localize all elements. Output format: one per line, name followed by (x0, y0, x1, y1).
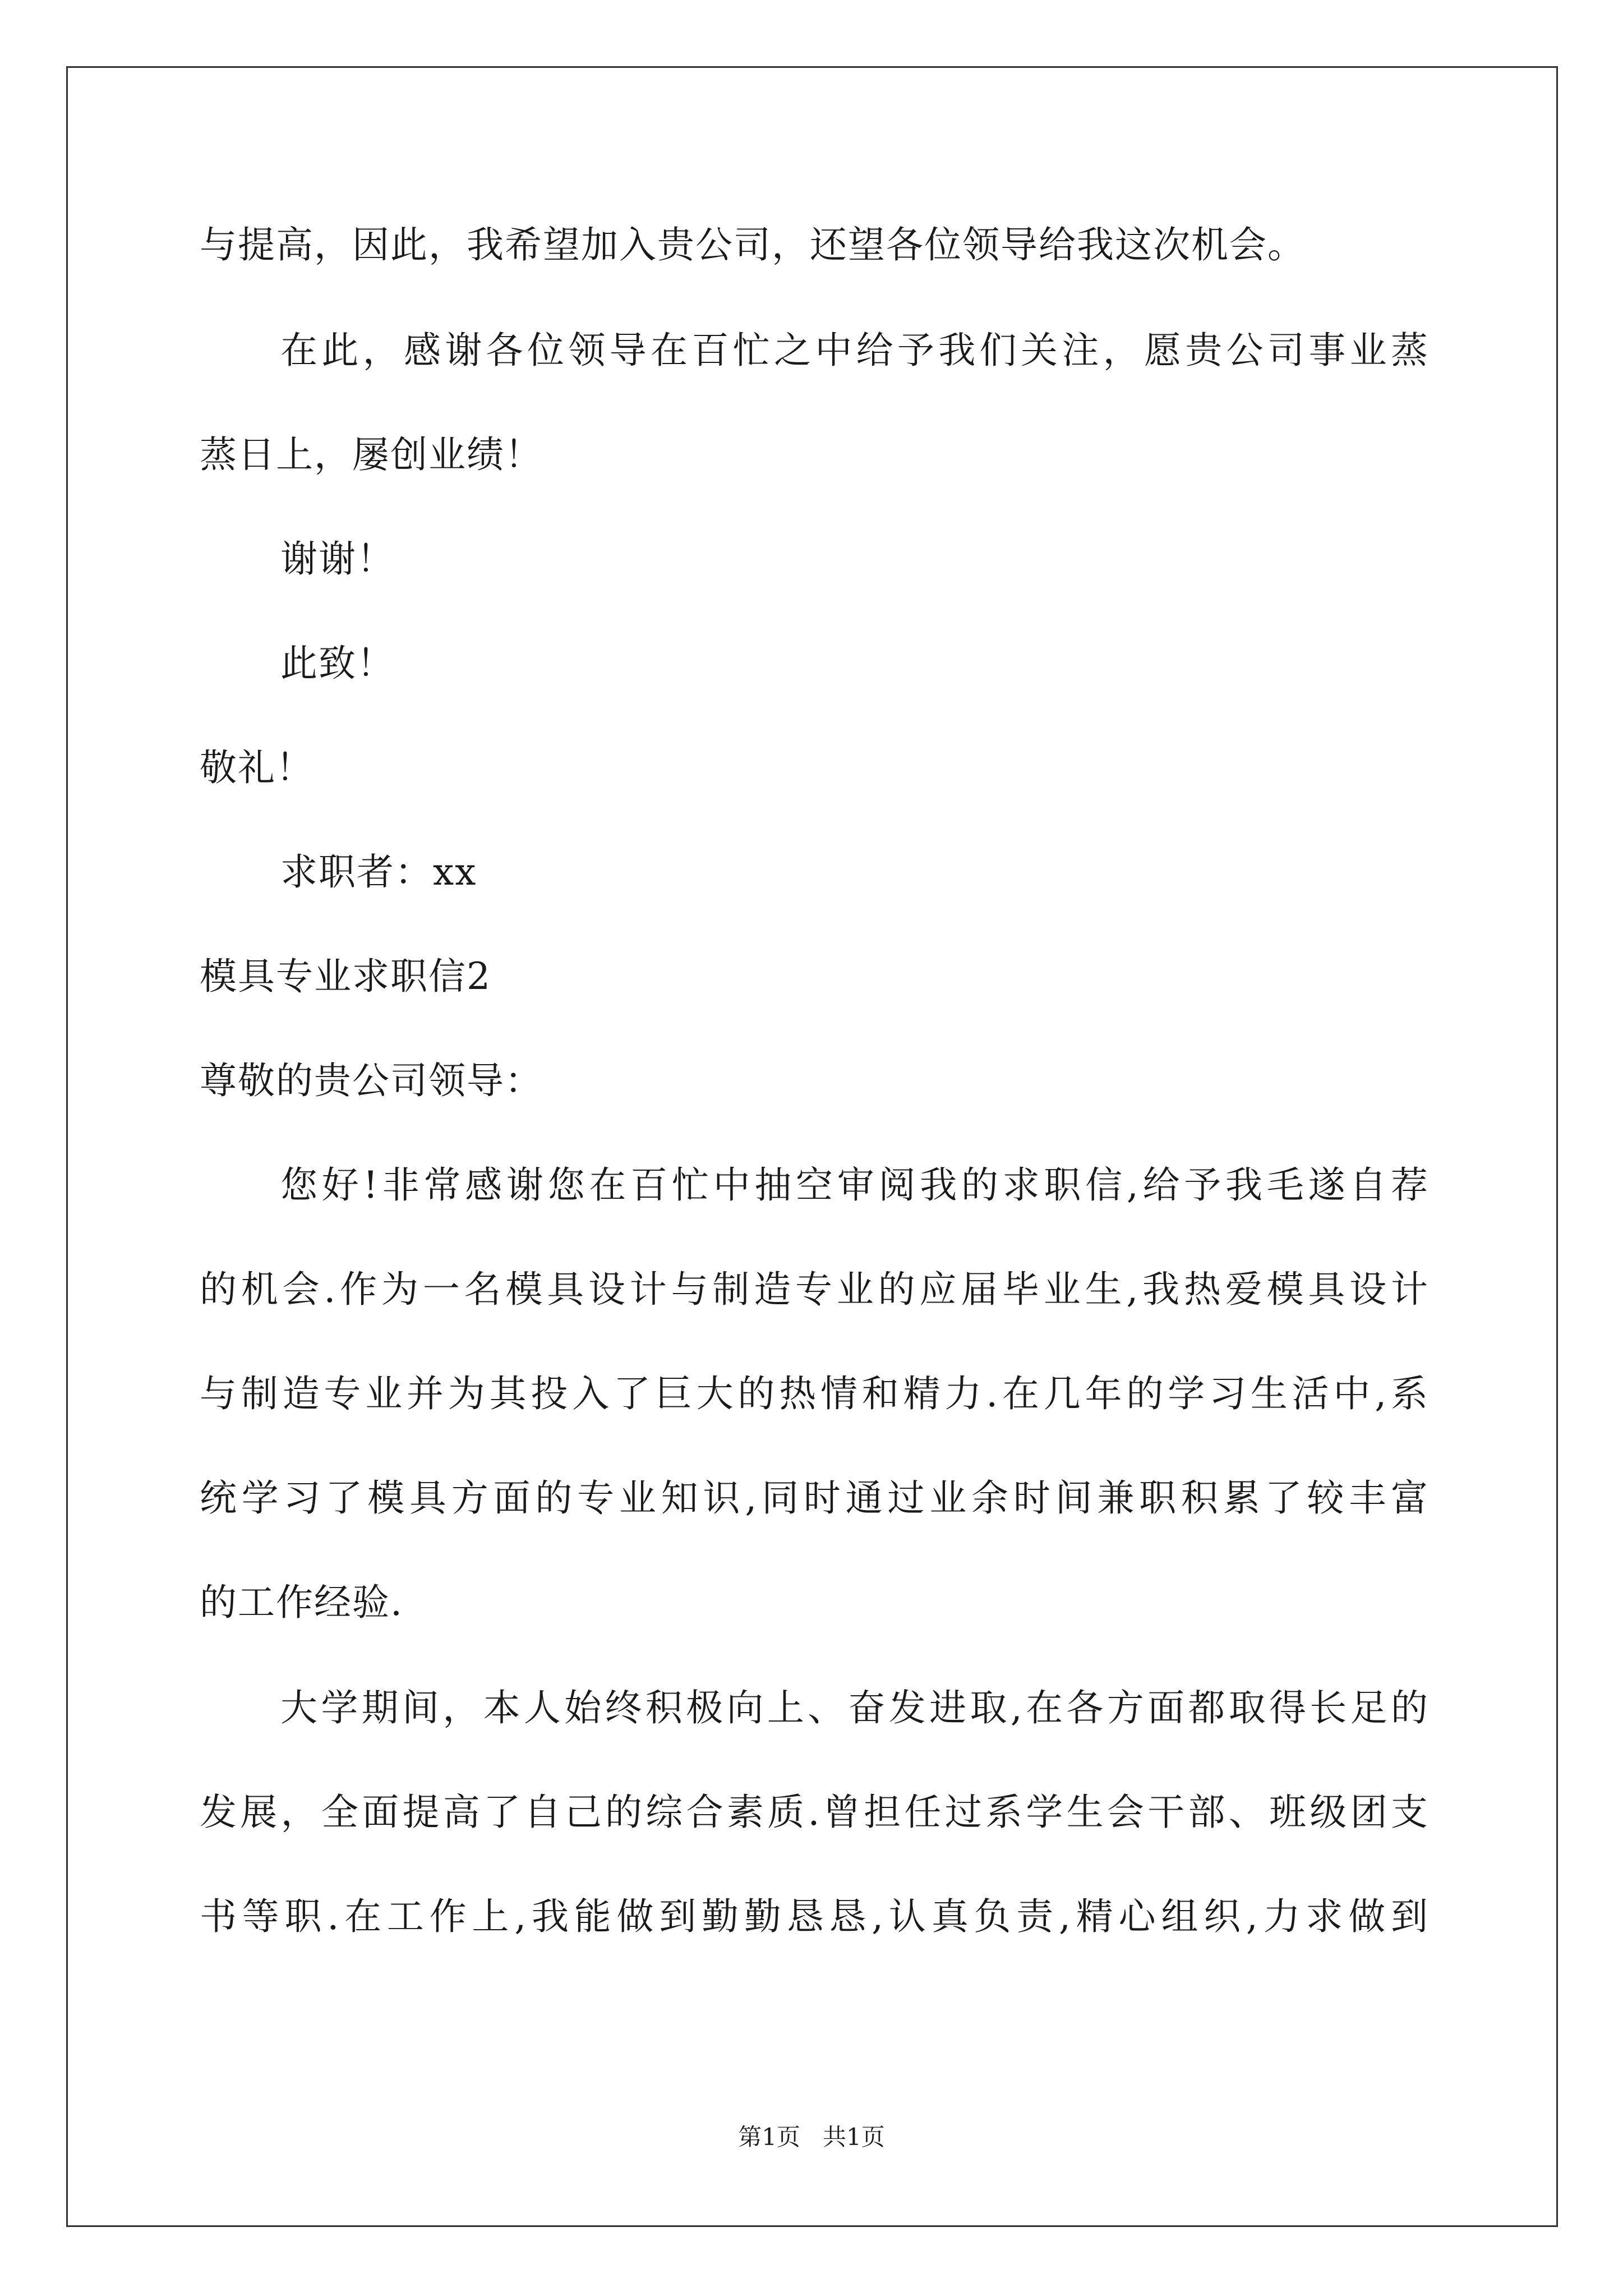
heading-line: 模具专业求职信2 (200, 955, 491, 998)
text-line: 求职者：xx (280, 850, 477, 894)
text-line: 书等职.在工作上,我能做到勤勤恳恳,认真负责,精心组织,力求做到 (200, 1895, 1428, 1938)
text-line: 的机会.作为一名模具设计与制造专业的应届毕业生,我热爱模具设计 (200, 1268, 1428, 1311)
text-line: 在此，感谢各位领导在百忙之中给予我们关注，愿贵公司事业蒸 (280, 329, 1428, 372)
text-line: 与制造专业并为其投入了巨大的热情和精力.在几年的学习生活中,系 (200, 1372, 1428, 1415)
text-line: 此致！ (280, 642, 395, 685)
page-footer: 第1页 共1页 (738, 2123, 885, 2151)
text-line: 蒸日上，屡创业绩！ (200, 433, 543, 476)
text-line: 的工作经验. (200, 1581, 403, 1624)
text-line: 谢谢！ (280, 537, 395, 581)
text-line: 您好!非常感谢您在百忙中抽空审阅我的求职信,给予我毛遂自荐 (280, 1163, 1428, 1207)
text-line: 发展，全面提高了自己的综合素质.曾担任过系学生会干部、班级团支 (200, 1791, 1428, 1834)
salutation-line: 尊敬的贵公司领导： (200, 1059, 543, 1102)
text-line: 与提高，因此，我希望加入贵公司，还望各位领导给我这次机会。 (200, 223, 1306, 266)
text-line: 统学习了模具方面的专业知识,同时通过业余时间兼职积累了较丰富 (200, 1476, 1428, 1520)
text-line: 大学期间，本人始终积极向上、奋发进取,在各方面都取得长足的 (280, 1686, 1428, 1729)
text-line: 敬礼！ (200, 746, 314, 789)
